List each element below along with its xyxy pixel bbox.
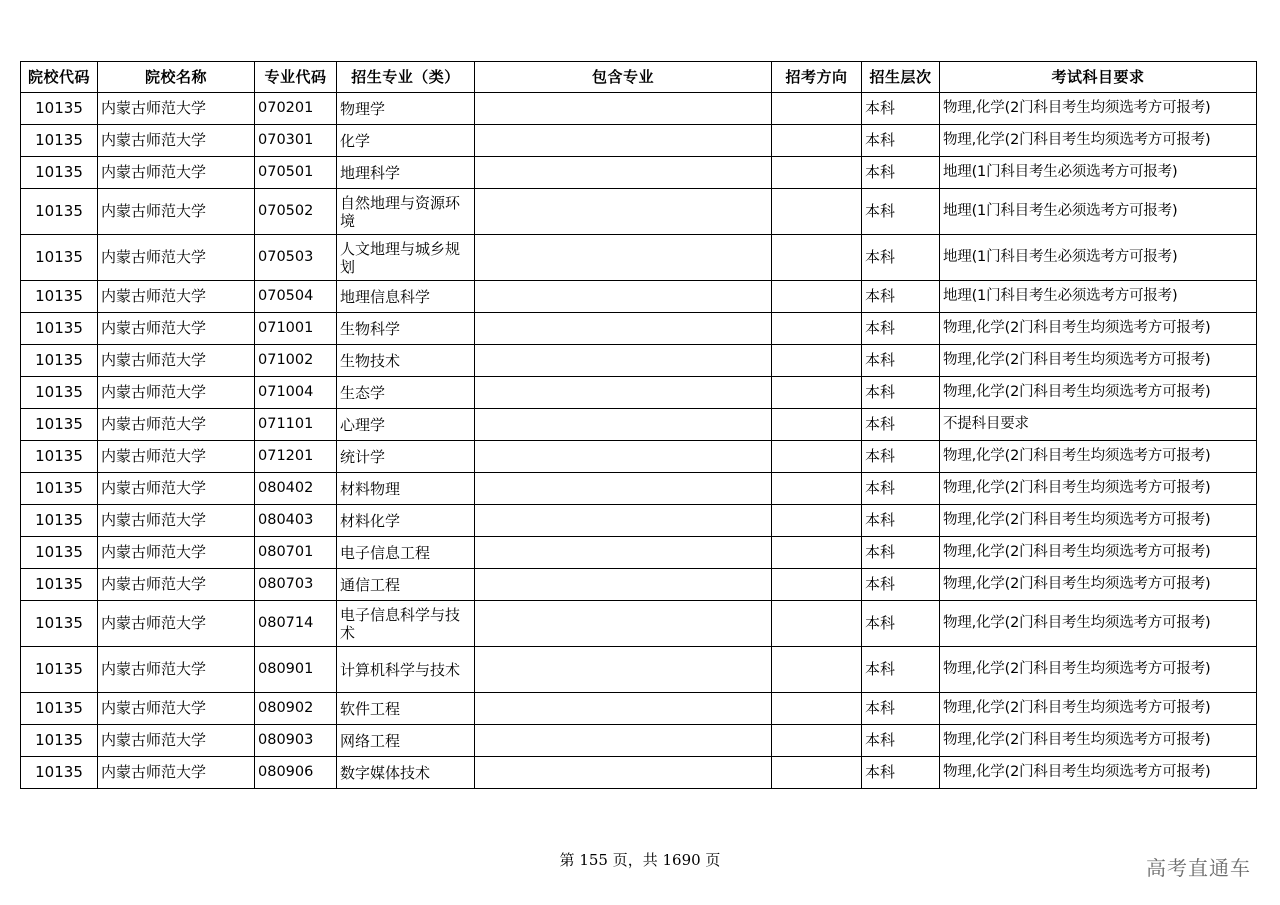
cell-direction (772, 505, 862, 537)
cell-major-code: 080701 (255, 537, 337, 569)
cell-school-name: 内蒙古师范大学 (98, 601, 255, 647)
watermark-logo-text: 高考直通车 (1146, 856, 1251, 880)
page-number: 第 155 页，共 1690 页 (559, 851, 721, 869)
cell-direction (772, 725, 862, 757)
header-school-name: 院校名称 (98, 62, 255, 93)
cell-subject-requirement: 地理(1门科目考生必须选考方可报考) (940, 235, 1257, 281)
table-row (21, 757, 1257, 789)
cell-major-code: 080906 (255, 757, 337, 789)
table-row (21, 569, 1257, 601)
cell-direction (772, 125, 862, 157)
cell-major-code: 071101 (255, 409, 337, 441)
cell-school-code: 10135 (21, 189, 98, 235)
cell-major: 材料化学 (337, 505, 475, 537)
cell-direction (772, 313, 862, 345)
cell-direction (772, 281, 862, 313)
cell-school-name: 内蒙古师范大学 (98, 505, 255, 537)
cell-level: 本科 (862, 313, 940, 345)
cell-direction (772, 647, 862, 693)
cell-included-majors (475, 281, 772, 313)
cell-included-majors (475, 725, 772, 757)
cell-school-code: 10135 (21, 93, 98, 125)
cell-major-code: 080901 (255, 647, 337, 693)
cell-major: 心理学 (337, 409, 475, 441)
cell-major-code: 070503 (255, 235, 337, 281)
cell-direction (772, 537, 862, 569)
cell-level: 本科 (862, 377, 940, 409)
cell-school-name: 内蒙古师范大学 (98, 235, 255, 281)
cell-subject-requirement: 物理,化学(2门科目考生均须选考方可报考) (940, 125, 1257, 157)
cell-included-majors (475, 757, 772, 789)
cell-included-majors (475, 409, 772, 441)
cell-school-name: 内蒙古师范大学 (98, 757, 255, 789)
cell-subject-requirement: 物理,化学(2门科目考生均须选考方可报考) (940, 377, 1257, 409)
cell-direction (772, 345, 862, 377)
cell-major: 通信工程 (337, 569, 475, 601)
cell-major: 数字媒体技术 (337, 757, 475, 789)
cell-level: 本科 (862, 505, 940, 537)
cell-included-majors (475, 601, 772, 647)
cell-major: 自然地理与资源环境 (337, 189, 475, 235)
cell-school-name: 内蒙古师范大学 (98, 537, 255, 569)
enrollment-table (20, 61, 1257, 789)
cell-subject-requirement: 地理(1门科目考生必须选考方可报考) (940, 281, 1257, 313)
cell-major: 电子信息工程 (337, 537, 475, 569)
cell-major-code: 080903 (255, 725, 337, 757)
cell-major-code: 070502 (255, 189, 337, 235)
cell-included-majors (475, 125, 772, 157)
cell-school-code: 10135 (21, 409, 98, 441)
cell-level: 本科 (862, 647, 940, 693)
cell-included-majors (475, 189, 772, 235)
cell-subject-requirement: 物理,化学(2门科目考生均须选考方可报考) (940, 345, 1257, 377)
cell-included-majors (475, 313, 772, 345)
cell-major-code: 080703 (255, 569, 337, 601)
cell-direction (772, 757, 862, 789)
cell-included-majors (475, 473, 772, 505)
cell-direction (772, 441, 862, 473)
table-header (21, 62, 1257, 93)
table-row (21, 725, 1257, 757)
table-row (21, 441, 1257, 473)
table-row (21, 125, 1257, 157)
cell-major: 物理学 (337, 93, 475, 125)
cell-included-majors (475, 93, 772, 125)
cell-subject-requirement: 地理(1门科目考生必须选考方可报考) (940, 157, 1257, 189)
cell-included-majors (475, 235, 772, 281)
cell-school-code: 10135 (21, 235, 98, 281)
cell-direction (772, 601, 862, 647)
cell-level: 本科 (862, 409, 940, 441)
header-direction: 招考方向 (772, 62, 862, 93)
cell-level: 本科 (862, 537, 940, 569)
cell-direction (772, 235, 862, 281)
cell-major: 人文地理与城乡规划 (337, 235, 475, 281)
cell-school-code: 10135 (21, 281, 98, 313)
cell-school-code: 10135 (21, 125, 98, 157)
cell-level: 本科 (862, 569, 940, 601)
table-row (21, 313, 1257, 345)
cell-major: 软件工程 (337, 693, 475, 725)
cell-school-name: 内蒙古师范大学 (98, 377, 255, 409)
cell-level: 本科 (862, 757, 940, 789)
cell-school-code: 10135 (21, 441, 98, 473)
cell-level: 本科 (862, 601, 940, 647)
cell-subject-requirement: 地理(1门科目考生必须选考方可报考) (940, 189, 1257, 235)
cell-major-code: 071001 (255, 313, 337, 345)
cell-direction (772, 473, 862, 505)
cell-subject-requirement: 物理,化学(2门科目考生均须选考方可报考) (940, 505, 1257, 537)
cell-level: 本科 (862, 281, 940, 313)
cell-direction (772, 157, 862, 189)
cell-school-code: 10135 (21, 345, 98, 377)
cell-level: 本科 (862, 725, 940, 757)
cell-direction (772, 693, 862, 725)
cell-subject-requirement: 物理,化学(2门科目考生均须选考方可报考) (940, 757, 1257, 789)
table-row (21, 505, 1257, 537)
cell-school-code: 10135 (21, 601, 98, 647)
header-level: 招生层次 (862, 62, 940, 93)
table-row (21, 189, 1257, 235)
cell-included-majors (475, 537, 772, 569)
cell-school-name: 内蒙古师范大学 (98, 569, 255, 601)
cell-subject-requirement: 不提科目要求 (940, 409, 1257, 441)
table-row (21, 377, 1257, 409)
cell-major-code: 080902 (255, 693, 337, 725)
cell-direction (772, 409, 862, 441)
cell-subject-requirement: 物理,化学(2门科目考生均须选考方可报考) (940, 537, 1257, 569)
cell-major: 网络工程 (337, 725, 475, 757)
table-row (21, 345, 1257, 377)
cell-level: 本科 (862, 693, 940, 725)
table-row (21, 647, 1257, 693)
cell-school-name: 内蒙古师范大学 (98, 189, 255, 235)
header-included-majors: 包含专业 (475, 62, 772, 93)
cell-school-name: 内蒙古师范大学 (98, 157, 255, 189)
cell-major-code: 070504 (255, 281, 337, 313)
table-row (21, 93, 1257, 125)
cell-subject-requirement: 物理,化学(2门科目考生均须选考方可报考) (940, 473, 1257, 505)
cell-subject-requirement: 物理,化学(2门科目考生均须选考方可报考) (940, 601, 1257, 647)
table-row (21, 473, 1257, 505)
cell-school-code: 10135 (21, 693, 98, 725)
header-subject-requirement: 考试科目要求 (940, 62, 1257, 93)
table-row (21, 157, 1257, 189)
cell-included-majors (475, 569, 772, 601)
cell-school-name: 内蒙古师范大学 (98, 125, 255, 157)
cell-major-code: 071201 (255, 441, 337, 473)
cell-subject-requirement: 物理,化学(2门科目考生均须选考方可报考) (940, 725, 1257, 757)
cell-major-code: 070501 (255, 157, 337, 189)
cell-included-majors (475, 377, 772, 409)
cell-major-code: 071004 (255, 377, 337, 409)
cell-school-name: 内蒙古师范大学 (98, 345, 255, 377)
table-row (21, 235, 1257, 281)
cell-included-majors (475, 345, 772, 377)
cell-subject-requirement: 物理,化学(2门科目考生均须选考方可报考) (940, 93, 1257, 125)
cell-school-name: 内蒙古师范大学 (98, 409, 255, 441)
cell-major-code: 071002 (255, 345, 337, 377)
cell-school-code: 10135 (21, 473, 98, 505)
cell-school-name: 内蒙古师范大学 (98, 473, 255, 505)
cell-direction (772, 189, 862, 235)
cell-included-majors (475, 693, 772, 725)
cell-major: 生物科学 (337, 313, 475, 345)
cell-subject-requirement: 物理,化学(2门科目考生均须选考方可报考) (940, 569, 1257, 601)
cell-level: 本科 (862, 235, 940, 281)
table-row (21, 693, 1257, 725)
cell-level: 本科 (862, 93, 940, 125)
table-row (21, 409, 1257, 441)
cell-level: 本科 (862, 473, 940, 505)
cell-school-code: 10135 (21, 569, 98, 601)
cell-school-code: 10135 (21, 505, 98, 537)
cell-major-code: 070201 (255, 93, 337, 125)
cell-level: 本科 (862, 125, 940, 157)
cell-major: 电子信息科学与技术 (337, 601, 475, 647)
cell-level: 本科 (862, 157, 940, 189)
cell-school-code: 10135 (21, 377, 98, 409)
cell-included-majors (475, 157, 772, 189)
table-body (21, 93, 1257, 789)
cell-subject-requirement: 物理,化学(2门科目考生均须选考方可报考) (940, 441, 1257, 473)
cell-major: 材料物理 (337, 473, 475, 505)
cell-school-name: 内蒙古师范大学 (98, 281, 255, 313)
cell-major: 计算机科学与技术 (337, 647, 475, 693)
cell-major: 生态学 (337, 377, 475, 409)
cell-level: 本科 (862, 441, 940, 473)
cell-school-code: 10135 (21, 725, 98, 757)
cell-included-majors (475, 505, 772, 537)
cell-included-majors (475, 441, 772, 473)
cell-level: 本科 (862, 345, 940, 377)
cell-direction (772, 569, 862, 601)
cell-subject-requirement: 物理,化学(2门科目考生均须选考方可报考) (940, 647, 1257, 693)
cell-school-name: 内蒙古师范大学 (98, 441, 255, 473)
cell-school-code: 10135 (21, 757, 98, 789)
cell-major: 生物技术 (337, 345, 475, 377)
header-row (21, 62, 1257, 93)
cell-direction (772, 377, 862, 409)
table-row (21, 537, 1257, 569)
cell-included-majors (475, 647, 772, 693)
cell-major-code: 080402 (255, 473, 337, 505)
cell-school-name: 内蒙古师范大学 (98, 93, 255, 125)
cell-major-code: 070301 (255, 125, 337, 157)
cell-major-code: 080714 (255, 601, 337, 647)
cell-school-name: 内蒙古师范大学 (98, 313, 255, 345)
table-row (21, 281, 1257, 313)
cell-subject-requirement: 物理,化学(2门科目考生均须选考方可报考) (940, 313, 1257, 345)
cell-major: 化学 (337, 125, 475, 157)
header-major: 招生专业（类） (337, 62, 475, 93)
cell-school-code: 10135 (21, 157, 98, 189)
cell-school-name: 内蒙古师范大学 (98, 693, 255, 725)
cell-direction (772, 93, 862, 125)
header-school-code: 院校代码 (21, 62, 98, 93)
table-row (21, 601, 1257, 647)
cell-major: 统计学 (337, 441, 475, 473)
header-major-code: 专业代码 (255, 62, 337, 93)
cell-school-name: 内蒙古师范大学 (98, 725, 255, 757)
cell-major: 地理信息科学 (337, 281, 475, 313)
cell-school-code: 10135 (21, 647, 98, 693)
cell-major: 地理科学 (337, 157, 475, 189)
cell-level: 本科 (862, 189, 940, 235)
cell-school-code: 10135 (21, 313, 98, 345)
cell-school-name: 内蒙古师范大学 (98, 647, 255, 693)
cell-major-code: 080403 (255, 505, 337, 537)
cell-subject-requirement: 物理,化学(2门科目考生均须选考方可报考) (940, 693, 1257, 725)
cell-school-code: 10135 (21, 537, 98, 569)
